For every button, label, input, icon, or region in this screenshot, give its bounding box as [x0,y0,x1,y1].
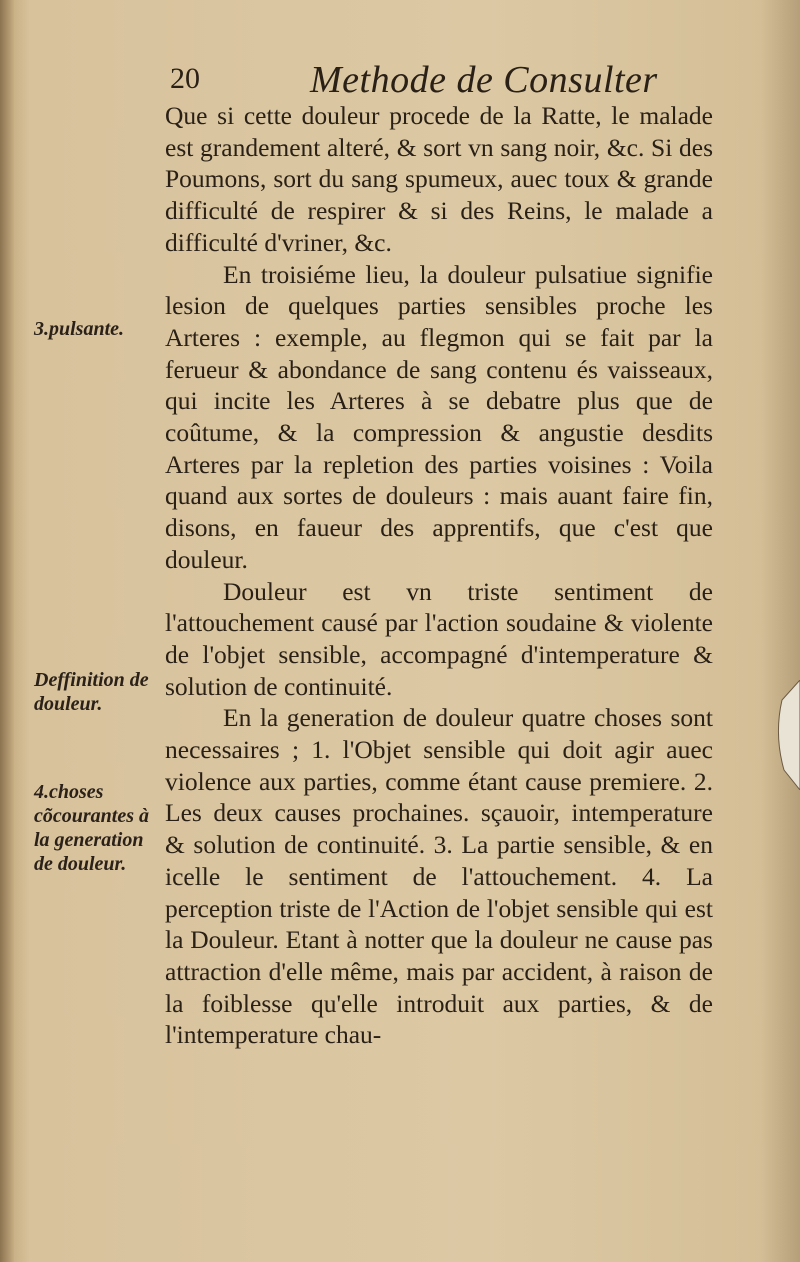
page-tab-icon [772,680,800,790]
running-title: Methode de Consulter [310,59,658,101]
paragraph: Douleur est vn triste sentiment de l'attouchement causé par l'action soudaine & violente de l'objet sensible, accompagné d'intemperature & solution de continuité. [165,576,713,701]
margin-note-pulsante: 3.pulsante. [34,318,125,340]
paragraph: En troisiéme lieu, la douleur pulsatiue signifie lesion de quelques parties sensibles proche les Arteres : exemple, au flegmon qui se fait par la ferueur & abondance de sang contenu és vaisseaux, qui incite les Arteres à se debatre plus que de coûtume, & la compression & angustie desdits Arteres par la repletion des parties voisines : Voila quand aux sortes de douleurs : mais auant faire fin, disons, en faueur des apprentifs, que c'est que douleur. [165,259,713,574]
page-number: 20 [170,62,200,95]
paragraph: En la generation de douleur quatre choses sont necessaires ; 1. l'Objet sensible qui doit agir auec violence aux parties, comme étant cause premiere. 2. Les deux causes prochaines. sçauoir, intemperature & solution de continuité. 3. La partie sensible, & en icelle le sentiment de l'attouchement. 4. La perception triste de l'Action de l'objet sensible qui est la Douleur. Etant à notter que la douleur ne cause pas attraction d'elle même, mais par accident, à raison de la foiblesse qu'elle introduit aux parties, & de l'intemperature chau- [165,703,713,1050]
paragraph: Que si cette douleur procede de la Ratte, le malade est grandement alteré, & sort vn sang noir, &c. Si des Poumons, sort du sang spumeux, auec toux & grande difficulté de respirer & si des Reins, le malade a difficulté d'vriner, &c. [165,101,713,257]
page-header [170,58,730,106]
margin-note-definition: Deffinition de douleur. [34,669,149,715]
margin-note-four-things: 4.choses cõcourantes à la generation de douleur. [34,781,149,875]
page-edge-shadow [760,0,800,1262]
page-gutter [0,0,14,1262]
body-text [165,100,713,1051]
